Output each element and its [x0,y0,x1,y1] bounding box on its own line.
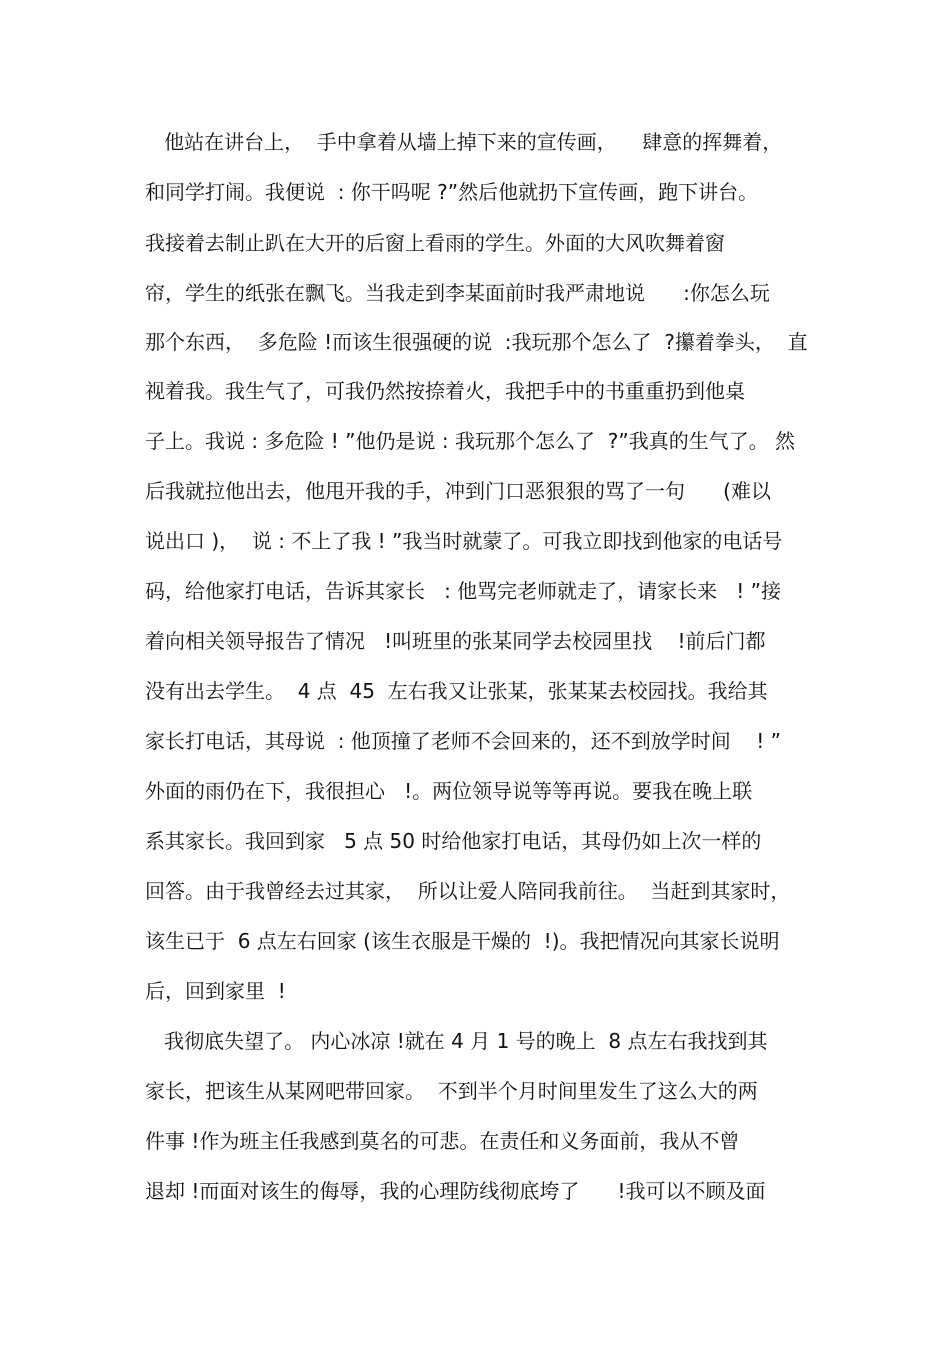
text-line: 码，给他家打电话，告诉其家长 : 他骂完老师就走了，请家长来 ! ”接 [145,579,781,603]
text-line: 说出口 )， 说 : 不上了我 ! ”我当时就蒙了。可我立即找到他家的电话号 [145,529,783,553]
text-line: 退却 !而面对该生的侮辱，我的心理防线彻底垮了 !我可以不顾及面 [145,1179,766,1203]
text-line: 外面的雨仍在下，我很担心 !。两位领导说等等再说。要我在晚上联 [145,779,753,803]
text-line: 后，回到家里 ! [145,979,286,1003]
text-line: 该生已于 6 点左右回家 (该生衣服是干燥的 !)。我把情况向其家长说明 [145,929,780,953]
text-line: 系其家长。我回到家 5 点 50 时给他家打电话，其母仍如上次一样的 [145,829,762,853]
text-line: 家长，把该生从某网吧带回家。 不到半个月时间里发生了这么大的两 [145,1079,758,1103]
text-line: 那个东西， 多危险 !而该生很强硬的说 :我玩那个怎么了 ?攥着拳头， 直 [145,330,808,354]
text-line: 家长打电话，其母说 : 他顶撞了老师不会回来的，还不到放学时间 ! ” [145,729,781,753]
text-line: 我接着去制止趴在大开的后窗上看雨的学生。外面的大风吹舞着窗 [145,231,725,255]
text-line: 他站在讲台上， 手中拿着从墙上掉下来的宣传画， 肆意的挥舞着， [145,130,783,154]
text-line: 和同学打闹。我便说 : 你干吗呢 ?”然后他就扔下宣传画，跑下讲台。 [145,180,759,204]
text-line: 回答。由于我曾经去过其家， 所以让爱人陪同我前往。 当赶到其家时， [145,879,791,903]
text-line: 件事 !作为班主任我感到莫名的可悲。在责任和义务面前，我从不曾 [145,1129,740,1153]
text-line: 子上。我说 : 多危险 ! ”他仍是说 : 我玩那个怎么了 ?”我真的生气了。 然 [145,429,796,453]
text-line: 帘，学生的纸张在飘飞。当我走到李某面前时我严肃地说 :你怎么玩 [145,281,770,305]
text-line: 没有出去学生。 4 点 45 左右我又让张某，张某某去校园找。我给其 [145,679,768,703]
text-line: 视着我。我生气了，可我仍然按捺着火，我把手中的书重重扔到他桌 [145,379,745,403]
text-line: 我彻底失望了。 内心冰凉 !就在 4 月 1 号的晚上 8 点左右我找到其 [145,1029,768,1053]
text-line: 着向相关领导报告了情况 !叫班里的张某同学去校园里找 !前后门都 [145,629,766,653]
text-line: 后我就拉他出去，他甩开我的手，冲到门口恶狠狠的骂了一句 (难以 [145,479,771,503]
